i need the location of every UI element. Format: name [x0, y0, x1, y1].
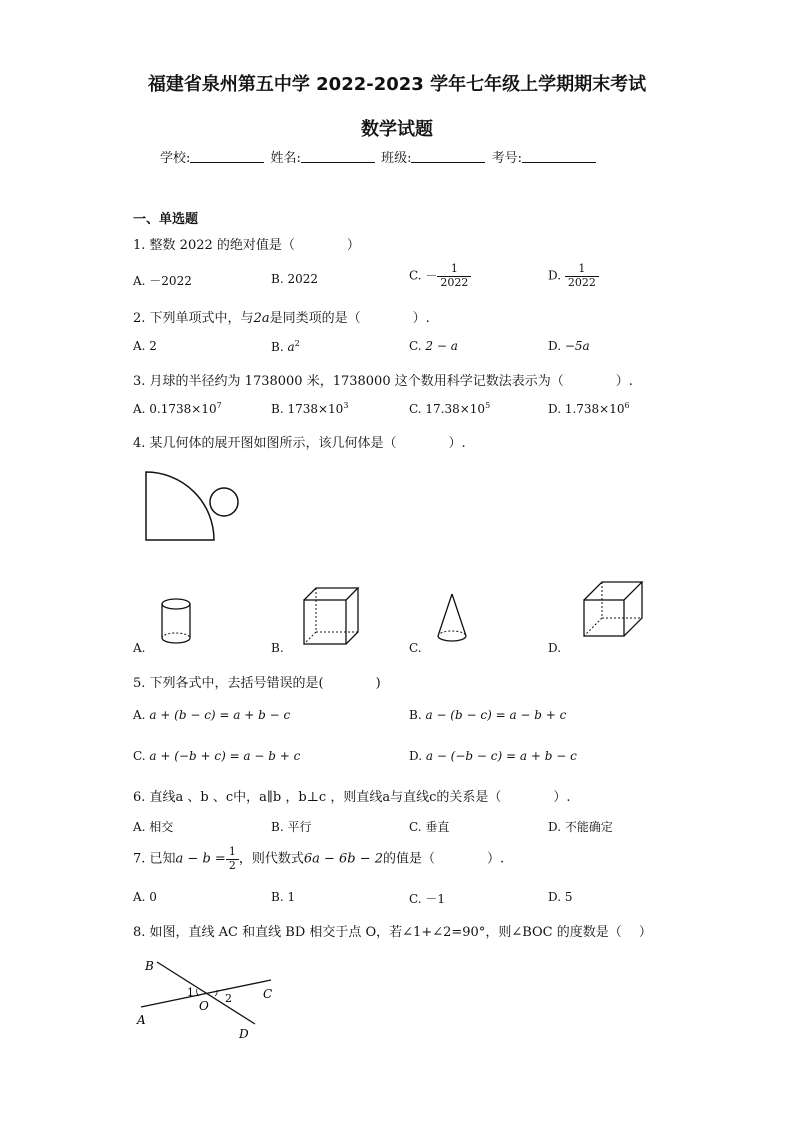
q5-option-b: B. a − (b − c) = a − b + c — [409, 708, 567, 722]
q7-option-d: D. 5 — [548, 890, 573, 904]
q7-option-c: C. －1 — [409, 892, 446, 906]
label-c: C — [263, 987, 273, 1001]
q7-option-a: A. 0 — [133, 890, 157, 904]
label-angle-1: 1 — [187, 986, 194, 999]
cube-figure — [300, 586, 362, 652]
q1-d-fraction: $\frac{1}{2022}$ — [565, 263, 599, 289]
student-info-row — [160, 147, 598, 166]
line-bd — [157, 962, 255, 1024]
q1-c-fraction: $\frac{1}{2022}$ — [437, 263, 471, 289]
q2-option-b: B. $a^2$ — [271, 339, 300, 354]
q2-option-d: D. −5a — [548, 339, 590, 353]
q4-option-c: C. — [409, 641, 422, 655]
q2-option-c: C. 2 − a — [409, 339, 458, 353]
q6-option-d: D. 不能确定 — [548, 820, 613, 834]
q7-fraction: $\frac{1}{2}$ — [226, 846, 239, 872]
q3-option-c: C. $17.38\times 10^5$ — [409, 401, 491, 416]
q3-option-a: A. $0.1738\times 10^7$ — [133, 401, 222, 416]
label-b: B — [145, 959, 154, 973]
q5-option-d: D. a − (−b − c) = a + b − c — [409, 749, 577, 763]
q2-stem: 2. 下列单项式中，与2a是同类项的是（ ）. — [133, 311, 430, 326]
q6-option-b: B. 平行 — [271, 820, 312, 834]
q1-option-a: A. －2022 — [133, 274, 192, 288]
q4-stem: 4. 某几何体的展开图如图所示，该几何体是（ ）. — [133, 436, 466, 451]
sector-shape — [146, 472, 214, 540]
q4-option-a: A. — [133, 641, 146, 655]
label-o: O — [199, 999, 209, 1013]
q4-option-b: B. — [271, 641, 284, 655]
circle-shape — [210, 488, 238, 516]
q1-stem: 1. 整数 2022 的绝对值是（ ） — [133, 238, 360, 253]
q6-stem: 6. 直线a 、b 、c中，a∥b ，b⊥c ，则直线a与直线c的关系是（ ）. — [133, 790, 571, 805]
q6-option-c: C. 垂直 — [409, 820, 450, 834]
q3-option-b: B. $1738\times 10^3$ — [271, 401, 349, 416]
cuboid-figure — [580, 578, 646, 642]
class-blank[interactable] — [411, 150, 485, 163]
q3-option-d: D. $1.738\times 10^6$ — [548, 401, 630, 416]
q2-option-a: A. 2 — [133, 339, 157, 353]
q1-option-c: C. － $\frac{1}{2022}$ — [409, 263, 471, 289]
label-angle-2: 2 — [225, 992, 232, 1005]
name-blank[interactable] — [301, 150, 375, 163]
name-label: 姓名: — [270, 151, 301, 166]
q8-stem: 8. 如图，直线 AC 和直线 BD 相交于点 O，若∠1+∠2=90°，则∠BOC 的度数是（ ） — [133, 925, 652, 940]
q7-option-b: B. 1 — [271, 890, 296, 904]
label-d: D — [239, 1027, 249, 1041]
label-a: A — [137, 1013, 146, 1027]
q3-stem: 3. 月球的半径约为 1738000 米，1738000 这个数用科学记数法表示为（ ）. — [133, 374, 633, 389]
q5-stem: 5. 下列各式中，去括号错误的是( ) — [133, 676, 381, 691]
q1-option-b: B. 2022 — [271, 272, 318, 286]
class-label: 班级: — [381, 151, 412, 166]
section-heading: 一、单选题 — [133, 212, 199, 227]
school-blank[interactable] — [190, 150, 264, 163]
school-label: 学校: — [160, 151, 191, 166]
q1-option-d: D. $\frac{1}{2022}$ — [548, 263, 599, 289]
q5-option-c: C. a + (−b + c) = a − b + c — [133, 749, 301, 763]
q7-stem: 7. 已知a − b = $\frac{1}{2}$ ，则代数式6a − 6b − 2的值是（ ）. — [133, 845, 505, 872]
q6-option-a: A. 相交 — [133, 820, 174, 834]
q4-option-d: D. — [548, 641, 562, 655]
exam-number-label: 考号: — [491, 151, 522, 166]
q8-intersecting-lines-figure — [135, 952, 285, 1042]
exam-title-line1: 福建省泉州第五中学 2022-2023 学年七年级上学期期末考试 — [147, 74, 647, 95]
exam-number-blank[interactable] — [522, 150, 596, 163]
cylinder-figure — [158, 596, 198, 652]
exam-title-line2: 数学试题 — [361, 119, 433, 140]
q4-net-figure — [140, 466, 250, 546]
q5-option-a: A. a + (b − c) = a + b − c — [133, 708, 291, 722]
cone-figure — [434, 592, 474, 652]
